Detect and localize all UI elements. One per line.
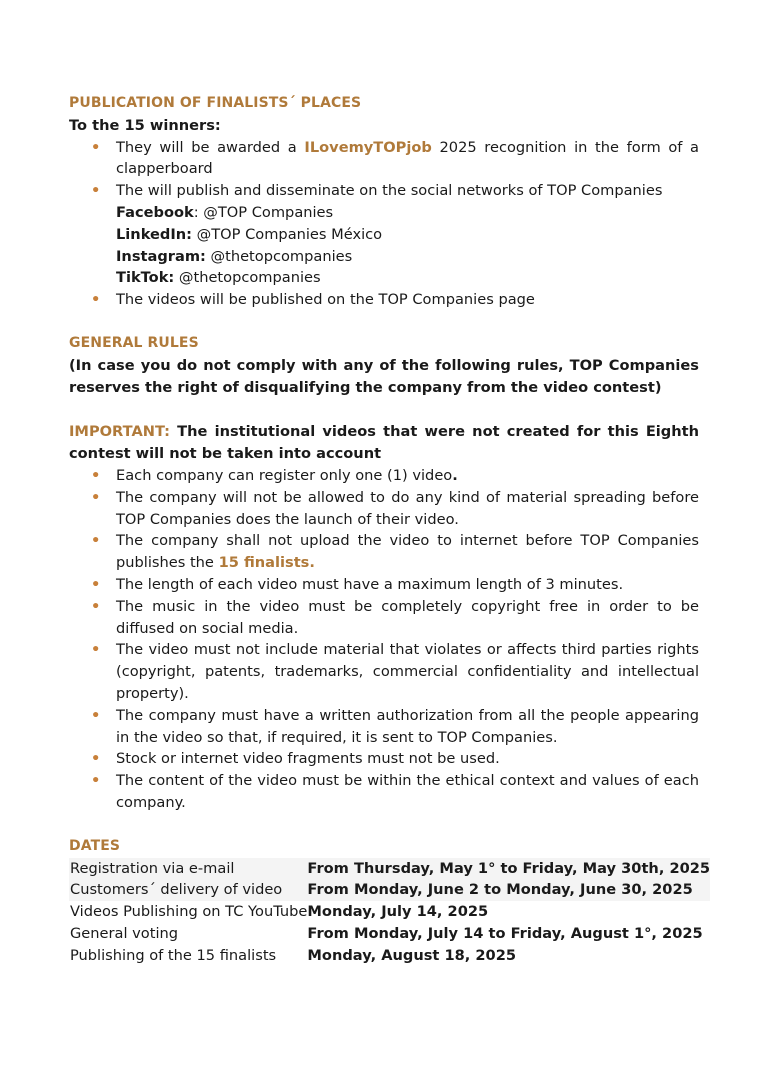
rule-text: Stock or internet video fragments must not be used. [116, 750, 500, 768]
rule-text: The company shall not upload the video to internet before TOP Companies publishes the [116, 532, 699, 572]
dates-heading: DATES [69, 837, 121, 854]
social-handle: @thetopcompanies [178, 269, 321, 287]
document-body [69, 93, 711, 966]
social-handle: @TOP Companies [203, 203, 334, 221]
social-tiktok [69, 267, 699, 289]
publication-list [69, 137, 699, 202]
event-cell: Publishing of the 15 finalists [70, 946, 277, 964]
list-item [69, 530, 699, 574]
rule-text: The company must have a written authorization from all the people appearing in the video so that, if required, it is sent to TOP Companies. [116, 706, 699, 746]
bullet-text: They will be awarded a [116, 138, 305, 156]
rules-note: (In case you do not comply with any of the following rules, TOP Companies reserves the right of disqualifying the company from the video contest) [69, 356, 699, 396]
brand-highlight: ILovemyTOPjob [304, 138, 432, 156]
list-item [69, 487, 699, 531]
bullet-text: The videos will be published on the TOP Companies page [116, 291, 535, 309]
table-row [69, 858, 710, 880]
list-item [69, 289, 699, 311]
rules-heading: GENERAL RULES [69, 334, 199, 351]
event-cell: Videos Publishing on TC YouTube [70, 903, 308, 921]
important-text: The institutional videos that were not created for this Eighth contest will not be taken into account [69, 423, 699, 463]
list-item [69, 748, 699, 770]
table-row [69, 945, 710, 967]
important-note [69, 421, 699, 465]
rule-text: The content of the video must be within the ethical context and values of each company. [116, 772, 699, 811]
list-item [69, 639, 699, 704]
list-item [69, 705, 699, 749]
social-label: Instagram: [116, 247, 206, 265]
event-cell: Registration via e-mail [70, 859, 235, 877]
list-item [69, 465, 699, 487]
winners-intro: To the 15 winners: [69, 116, 221, 134]
bullet-text: 2025 recognition in the form of a clapperboard [116, 138, 699, 178]
date-cell: From Monday, July 14 to Friday, August 1°, 2025 [307, 924, 703, 942]
list-item [69, 770, 699, 814]
rule-text: The length of each video must have a maximum length of 3 minutes. [116, 575, 624, 593]
list-item [69, 596, 699, 640]
publication-list-end [69, 289, 699, 311]
social-instagram [69, 246, 699, 268]
table-row [69, 879, 710, 901]
social-label: Facebook [116, 203, 194, 221]
rule-period: . [452, 466, 458, 484]
dates-table [69, 858, 710, 967]
social-handle: @TOP Companies México [196, 225, 383, 243]
table-row [69, 901, 710, 923]
social-handle: @thetopcompanies [210, 247, 353, 265]
social-label: TikTok: [116, 269, 175, 287]
date-cell: From Monday, June 2 to Monday, June 30, 2025 [307, 881, 693, 899]
list-item [69, 137, 699, 181]
social-sep: : [193, 203, 204, 221]
table-row [69, 923, 710, 945]
important-label: IMPORTANT: [69, 423, 170, 441]
date-cell: From Thursday, May 1° to Friday, May 30th, 2025 [307, 859, 711, 877]
rule-text: The company will not be allowed to do any kind of material spreading before TOP Companies does the launch of their video. [116, 488, 699, 528]
rule-text: The music in the video must be completely copyright free in order to be diffused on social media. [116, 597, 699, 637]
finalists-highlight: 15 finalists. [218, 554, 315, 572]
event-cell: Customers´ delivery of video [70, 881, 283, 899]
rule-text: The video must not include material that violates or affects third parties rights (copyright, patents, trademarks, commercial confidentiality and intellectual property). [116, 641, 699, 702]
list-item [69, 180, 699, 202]
rules-list [69, 465, 699, 814]
date-cell: Monday, August 18, 2025 [307, 946, 517, 964]
social-facebook [69, 202, 699, 224]
social-label: LinkedIn: [116, 225, 193, 243]
list-item [69, 574, 699, 596]
social-linkedin [69, 224, 699, 246]
date-cell: Monday, July 14, 2025 [307, 903, 489, 921]
publication-heading: PUBLICATION OF FINALISTS´ PLACES [69, 95, 362, 111]
event-cell: General voting [70, 924, 179, 942]
rule-text: Each company can register only one (1) video [116, 466, 453, 484]
bullet-text: The will publish and disseminate on the social networks of TOP Companies [116, 182, 663, 200]
